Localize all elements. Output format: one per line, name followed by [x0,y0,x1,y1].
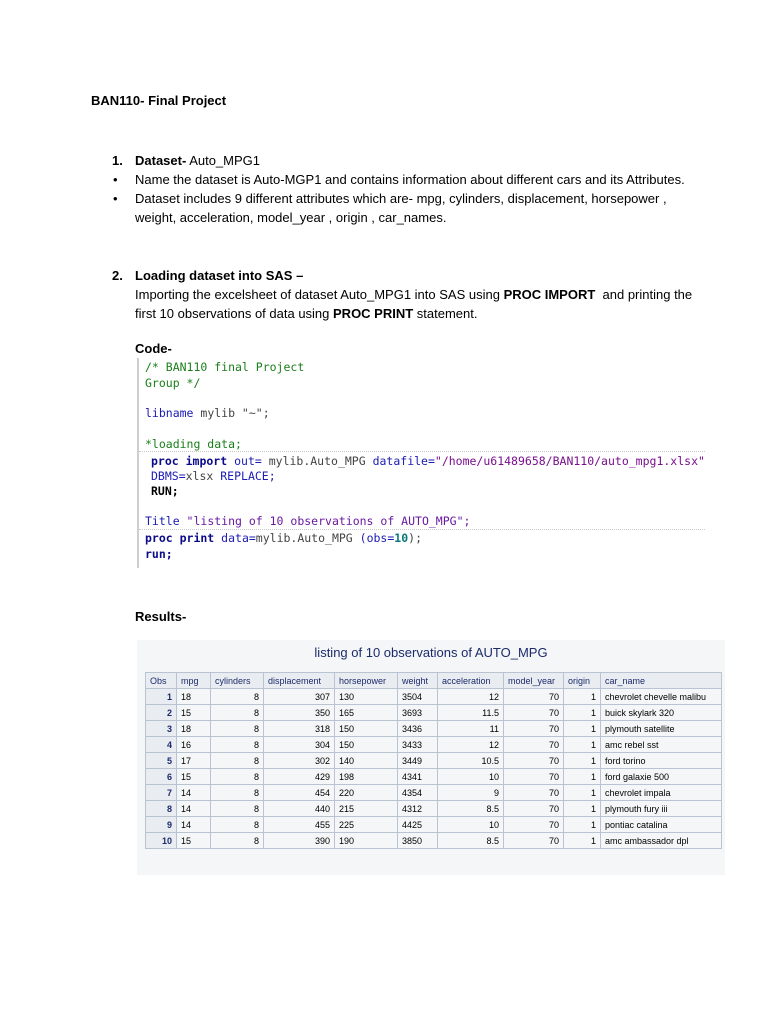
table-cell-model_year: 70 [504,801,564,817]
table-cell-displacement: 390 [264,833,335,849]
table-cell-mpg: 15 [177,769,211,785]
table-row [146,833,722,849]
text-run: statement. [413,306,478,321]
text-run: and printing the [595,287,693,302]
table-cell-cylinders: 8 [211,753,264,769]
table-cell-cylinders: 8 [211,785,264,801]
code-token: out= [227,454,262,468]
table-cell-mpg: 18 [177,721,211,737]
table-cell-weight: 4354 [398,785,438,801]
section-2-paragraph [135,285,695,323]
table-cell-origin: 1 [564,689,601,705]
table-cell-cylinders: 8 [211,721,264,737]
table-cell-car_name: buick skylark 320 [601,705,722,721]
code-line [145,406,270,420]
code-token: DBMS= [151,469,186,483]
table-cell-cylinders: 8 [211,801,264,817]
bullet-icon: • [113,172,118,187]
column-header: displacement [264,673,335,689]
section-1-value: Auto_MPG1 [186,153,261,168]
table-cell-weight: 4425 [398,817,438,833]
table-cell-mpg: 18 [177,689,211,705]
bullet-continuation [113,208,693,227]
table-cell-car_name: pontiac catalina [601,817,722,833]
table-cell-displacement: 307 [264,689,335,705]
code-token: datafile= [372,454,435,468]
table-header-row [146,673,722,689]
table-cell-Obs: 2 [146,705,177,721]
document-title: BAN110- Final Project [91,93,227,108]
table-cell-model_year: 70 [504,817,564,833]
table-cell-displacement: 454 [264,785,335,801]
table-cell-horsepower: 190 [335,833,398,849]
results-table-body [146,689,722,849]
code-line: run; [145,547,173,561]
proc-print-keyword: PROC PRINT [333,306,414,321]
column-header: weight [398,673,438,689]
bullet-item [113,189,693,208]
column-header: car_name [601,673,722,689]
table-cell-horsepower: 150 [335,737,398,753]
divider [139,529,705,530]
table-cell-displacement: 429 [264,769,335,785]
code-token: ); [408,531,422,545]
code-token: xlsx [185,469,221,483]
code-line [145,531,422,545]
code-token: data= [214,531,256,545]
table-cell-origin: 1 [564,769,601,785]
code-line [151,454,705,468]
table-cell-cylinders: 8 [211,737,264,753]
code-token: mylib.Auto_MPG [261,454,373,468]
table-cell-car_name: chevrolet chevelle malibu [601,689,722,705]
column-header: model_year [504,673,564,689]
table-cell-car_name: ford galaxie 500 [601,769,722,785]
code-token: "listing of 10 observations of AUTO_MPG"; [179,514,471,528]
table-cell-weight: 3504 [398,689,438,705]
table-cell-acceleration: 8.5 [438,801,504,817]
table-cell-origin: 1 [564,737,601,753]
table-cell-mpg: 14 [177,785,211,801]
column-header: horsepower [335,673,398,689]
code-line [145,514,470,528]
code-token: proc import [151,454,228,468]
table-cell-acceleration: 10 [438,817,504,833]
section-2-title: Loading dataset into SAS – [135,268,304,283]
table-cell-cylinders: 8 [211,705,264,721]
table-cell-Obs: 9 [146,817,177,833]
table-row [146,689,722,705]
code-line [151,469,276,483]
table-cell-Obs: 3 [146,721,177,737]
table-cell-displacement: 304 [264,737,335,753]
table-row [146,737,722,753]
code-token: (obs= [359,531,395,545]
results-title: listing of 10 observations of AUTO_MPG [314,645,548,660]
code-token: "/home/u61489658/BAN110/auto_mpg1.xlsx" [434,454,705,468]
table-cell-acceleration: 10 [438,769,504,785]
code-token: REPLACE; [220,469,276,483]
table-cell-mpg: 14 [177,801,211,817]
code-line: Group */ [145,376,201,390]
table-cell-Obs: 8 [146,801,177,817]
table-cell-origin: 1 [564,801,601,817]
table-cell-Obs: 1 [146,689,177,705]
table-cell-horsepower: 130 [335,689,398,705]
table-cell-car_name: amc rebel sst [601,737,722,753]
table-cell-cylinders: 8 [211,833,264,849]
table-cell-mpg: 15 [177,833,211,849]
results-label: Results- [135,609,187,624]
table-cell-horsepower: 150 [335,721,398,737]
table-cell-horsepower: 198 [335,769,398,785]
table-cell-Obs: 5 [146,753,177,769]
table-cell-horsepower: 140 [335,753,398,769]
table-row [146,721,722,737]
code-token: proc print [145,531,215,545]
table-cell-displacement: 350 [264,705,335,721]
proc-import-keyword: PROC IMPORT [503,287,596,302]
paragraph-line-2 [135,304,695,323]
table-cell-mpg: 15 [177,705,211,721]
table-cell-car_name: plymouth fury iii [601,801,722,817]
table-cell-acceleration: 12 [438,689,504,705]
bullet-text: weight, acceleration, model_year , origin , car_names. [135,210,447,225]
code-block [137,358,705,568]
bullet-text: Name the dataset is Auto-MGP1 and contains information about different cars and its Attributes. [135,172,685,187]
code-label: Code- [135,341,172,356]
table-cell-origin: 1 [564,721,601,737]
column-header: Obs [146,673,177,689]
section-1-bullets [113,170,693,227]
table-cell-weight: 3693 [398,705,438,721]
table-cell-Obs: 10 [146,833,177,849]
table-cell-weight: 4312 [398,801,438,817]
table-cell-origin: 1 [564,833,601,849]
table-cell-displacement: 440 [264,801,335,817]
table-cell-car_name: ford torino [601,753,722,769]
table-cell-model_year: 70 [504,721,564,737]
code-line: /* BAN110 final Project [145,360,305,374]
column-header: cylinders [211,673,264,689]
table-cell-acceleration: 12 [438,737,504,753]
section-2-number: 2. [112,268,123,283]
section-2-heading [112,266,303,285]
code-token: 10 [394,531,409,545]
table-cell-acceleration: 11.5 [438,705,504,721]
code-token: mylib "~"; [193,406,270,420]
table-row [146,705,722,721]
table-cell-model_year: 70 [504,833,564,849]
table-cell-weight: 3436 [398,721,438,737]
table-cell-cylinders: 8 [211,817,264,833]
results-table [145,672,722,849]
table-cell-acceleration: 8.5 [438,833,504,849]
table-cell-origin: 1 [564,753,601,769]
table-cell-weight: 3433 [398,737,438,753]
table-cell-origin: 1 [564,785,601,801]
code-token: Title [145,514,180,528]
table-cell-model_year: 70 [504,753,564,769]
bullet-item [113,170,693,189]
table-cell-acceleration: 9 [438,785,504,801]
paragraph-line-1 [135,285,695,304]
table-row [146,785,722,801]
table-cell-cylinders: 8 [211,689,264,705]
column-header: acceleration [438,673,504,689]
table-row [146,801,722,817]
table-row [146,817,722,833]
text-run: first 10 observations of data using [135,306,334,321]
table-cell-model_year: 70 [504,689,564,705]
section-1-heading [112,151,260,170]
text-run: Importing the excelsheet of dataset Auto_MPG1 into SAS using [135,287,504,302]
table-cell-displacement: 318 [264,721,335,737]
table-cell-model_year: 70 [504,737,564,753]
table-cell-weight: 3449 [398,753,438,769]
table-cell-origin: 1 [564,817,601,833]
table-cell-Obs: 7 [146,785,177,801]
column-header: mpg [177,673,211,689]
table-cell-model_year: 70 [504,769,564,785]
table-cell-weight: 3850 [398,833,438,849]
table-cell-model_year: 70 [504,705,564,721]
table-cell-horsepower: 220 [335,785,398,801]
section-1-title: Dataset- [135,153,187,168]
code-token: libname [145,406,194,420]
table-cell-Obs: 6 [146,769,177,785]
table-cell-mpg: 16 [177,737,211,753]
table-cell-acceleration: 11 [438,721,504,737]
table-cell-car_name: plymouth satellite [601,721,722,737]
table-cell-car_name: amc ambassador dpl [601,833,722,849]
table-cell-origin: 1 [564,705,601,721]
table-cell-displacement: 455 [264,817,335,833]
table-cell-horsepower: 165 [335,705,398,721]
table-cell-displacement: 302 [264,753,335,769]
column-header: origin [564,673,601,689]
table-row [146,769,722,785]
code-line: RUN; [151,484,179,498]
table-cell-acceleration: 10.5 [438,753,504,769]
section-1-number: 1. [112,153,123,168]
bullet-text: Dataset includes 9 different attributes which are- mpg, cylinders, displacement, horsepower , [135,191,667,206]
code-token: mylib.Auto_MPG [255,531,360,545]
table-row [146,753,722,769]
code-line: *loading data; [145,437,242,451]
table-cell-model_year: 70 [504,785,564,801]
bullet-icon: • [113,191,118,206]
table-cell-weight: 4341 [398,769,438,785]
table-cell-mpg: 14 [177,817,211,833]
table-cell-car_name: chevrolet impala [601,785,722,801]
table-cell-horsepower: 215 [335,801,398,817]
results-output [137,640,725,875]
table-cell-cylinders: 8 [211,769,264,785]
table-cell-mpg: 17 [177,753,211,769]
divider [139,451,705,452]
table-cell-Obs: 4 [146,737,177,753]
table-cell-horsepower: 225 [335,817,398,833]
